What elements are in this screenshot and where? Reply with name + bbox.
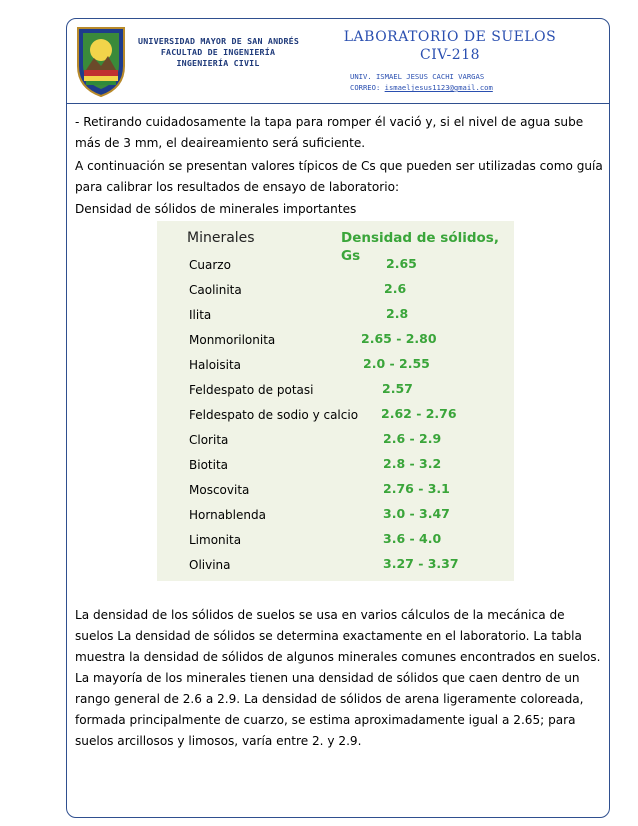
table-row: [157, 253, 514, 277]
mineral-name: Clorita: [189, 433, 229, 447]
density-value: 2.57: [382, 381, 413, 396]
mineral-name: Olivina: [189, 558, 231, 572]
university-name: UNIVERSIDAD MAYOR DE SAN ANDRÉS: [138, 36, 300, 46]
university-name-block: [138, 36, 298, 69]
header-divider: [66, 103, 610, 104]
density-value: 3.6 - 4.0: [383, 531, 442, 546]
density-value: 2.65: [386, 256, 417, 271]
mineral-name: Feldespato de sodio y calcio: [189, 408, 359, 422]
mineral-name: Biotita: [189, 458, 229, 472]
table-row: [157, 428, 514, 452]
mineral-name: Cuarzo: [189, 258, 231, 272]
density-value: 2.62 - 2.76: [381, 406, 457, 421]
mineral-name: Caolinita: [189, 283, 242, 297]
lab-title-block: [340, 28, 560, 64]
density-value: 3.27 - 3.37: [383, 556, 459, 571]
mineral-name: Ilita: [189, 308, 212, 322]
table-row: [157, 453, 514, 477]
table-row: [157, 403, 514, 427]
email-line: [350, 82, 493, 93]
lab-title: LABORATORIO DE SUELOS: [343, 29, 557, 45]
density-value: 2.6 - 2.9: [383, 431, 442, 446]
mineral-name: Monmorilonita: [189, 333, 276, 347]
paragraph-deairing: - Retirando cuidadosamente la tapa para romper él vació y, si el nivel de agua sube más de 3 mm, el deaireamiento será suficiente.: [75, 115, 584, 150]
department-name: INGENIERÍA CIVIL: [176, 58, 260, 68]
table-row: [157, 378, 514, 402]
paragraph-density-explanation: La densidad de los sólidos de suelos se usa en varios cálculos de la mecánica de suelos La densidad de sólidos se determina exactamente en el laboratorio. La tabla muestra la densidad de sólidos de algunos minerales comunes encontrados en suelos. La mayoría de los minerales tienen una densidad de sólidos que caen dentro de un rango general de 2.6 a 2.9. La densidad de sólidos de arena ligeramente coloreada, formada principalmente de cuarzo, se estima aproximadamente igual a 2.65; para suelos arcillosos y limosos, varía entre 2. y 2.9.: [75, 608, 601, 748]
mineral-name: Hornablenda: [189, 508, 266, 522]
minerals-density-table: [157, 221, 514, 581]
mineral-name: Haloisita: [189, 358, 242, 372]
mineral-name: Limonita: [189, 533, 242, 547]
density-value: 2.65 - 2.80: [361, 331, 437, 346]
university-seal-logo: [74, 22, 128, 98]
column-header-minerals: Minerales: [187, 230, 255, 246]
density-value: 3.0 - 3.47: [383, 506, 450, 521]
column-header-density: Densidad de sólidos, Gs: [341, 230, 499, 264]
course-code: CIV-218: [419, 47, 481, 63]
table-row: [157, 328, 514, 352]
mineral-name: Feldespato de potasi: [189, 383, 314, 397]
table-row: [157, 303, 514, 327]
table-row: [157, 353, 514, 377]
density-value: 2.0 - 2.55: [363, 356, 430, 371]
author-name: UNIV. ISMAEL JESUS CACHI VARGAS: [350, 72, 485, 81]
density-value: 2.8: [386, 306, 409, 321]
table-row: [157, 553, 514, 577]
author-block: [350, 71, 493, 93]
table-caption: Densidad de sólidos de minerales importantes: [75, 202, 357, 216]
email-link[interactable]: ismaeljesus1123@gmail.com: [384, 83, 493, 92]
mineral-name: Moscovita: [189, 483, 250, 497]
paragraph-intro-values: A continuación se presentan valores típicos de Cs que pueden ser utilizadas como guía para calibrar los resultados de ensayo de laboratorio:: [75, 159, 603, 194]
table-row: [157, 278, 514, 302]
density-value: 2.6: [384, 281, 407, 296]
table-row: [157, 503, 514, 527]
faculty-name: FACULTAD DE INGENIERÍA: [160, 47, 276, 57]
density-value: 2.76 - 3.1: [383, 481, 450, 496]
density-value: 2.8 - 3.2: [383, 456, 442, 471]
table-row: [157, 528, 514, 552]
email-label: CORREO:: [350, 83, 381, 92]
table-row: [157, 478, 514, 502]
